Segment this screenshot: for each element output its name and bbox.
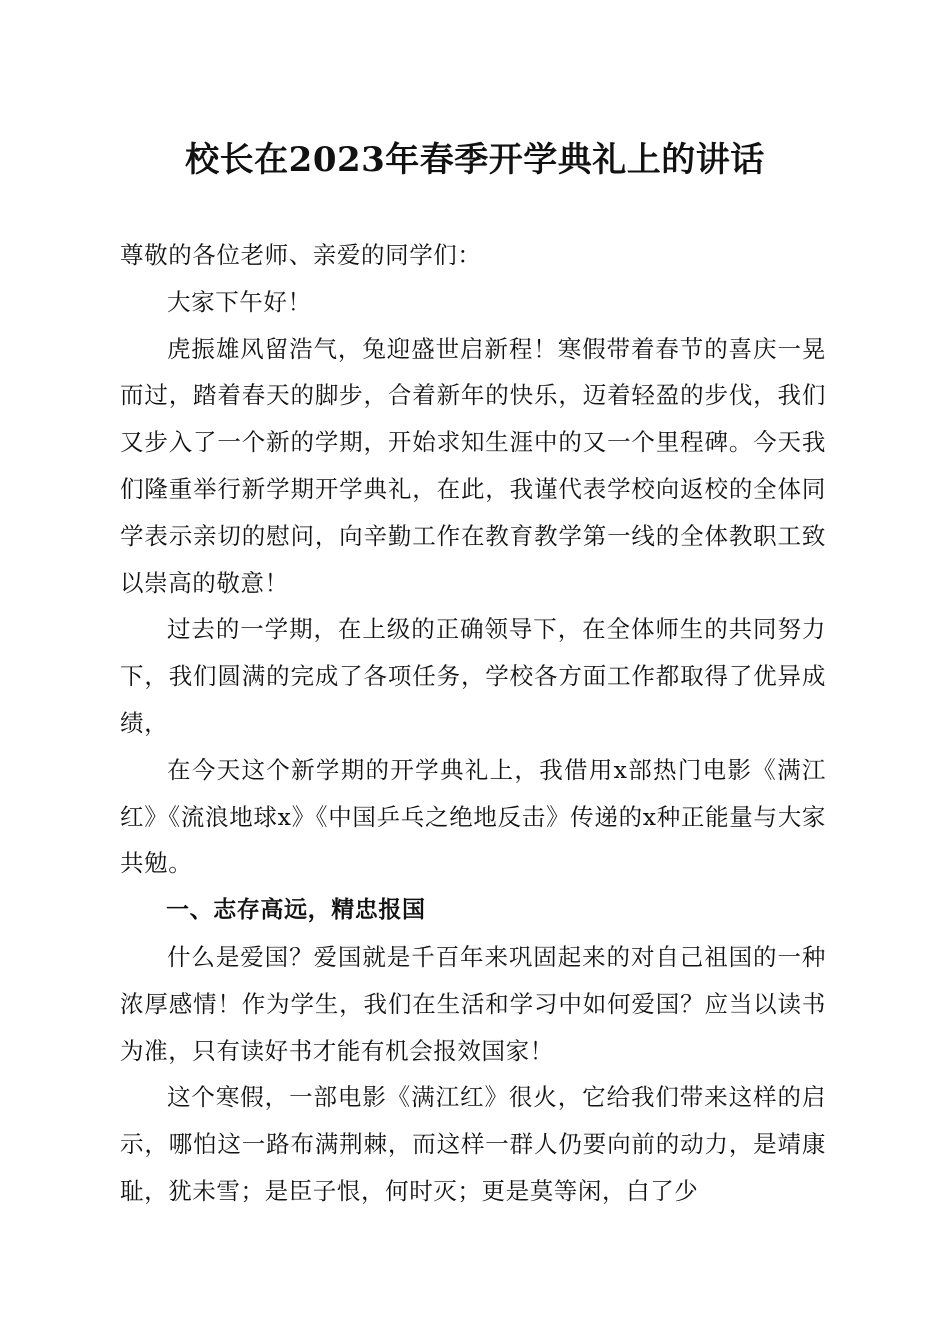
section-paragraph: 这个寒假，一部电影《满江红》很火，它给我们带来这样的启示，哪怕这一路布满荆棘，而这样一群人仍要向前的动力，是靖康耻，犹未雪；是臣子恨，何时灭；更是莫等闲，白了少 [120, 1083, 826, 1205]
body-paragraph: 在今天这个新学期的开学典礼上，我借用x部热门电影《满江红》《流浪地球x》《中国乒乓之绝地反击》传递的x种正能量与大家共勉。 [120, 755, 826, 878]
greeting-paragraph: 大家下午好！ [167, 287, 312, 316]
document-title: 校长在2023年春季开学典礼上的讲话 [185, 140, 765, 180]
body-paragraph: 虎振雄风留浩气，兔迎盛世启新程！寒假带着春节的喜庆一晃而过，踏着春天的脚步，合着新年的快乐，迈着轻盈的步伐，我们又步入了一个新的学期，开始求知生涯中的又一个里程碑。今天我们隆重举行新学期开学典礼，在此，我谨代表学校向返校的全体同学表示亲切的慰问，向辛勤工作在教育教学第一线的全体教职工致以崇高的敬意！ [120, 334, 826, 597]
body-paragraph: 过去的一学期，在上级的正确领导下，在全体师生的共同努力下，我们圆满的完成了各项任务，学校各方面工作都取得了优异成绩， [120, 615, 826, 737]
salutation: 尊敬的各位老师、亲爱的同学们： [120, 241, 482, 269]
section-paragraph: 什么是爱国？爱国就是千百年来巩固起来的对自己祖国的一种浓厚感情！作为学生，我们在生活和学习中如何爱国？应当以读书为准，只有读好书才能有机会报效国家！ [120, 942, 826, 1065]
section-heading: 一、志存高远，精忠报国 [166, 897, 426, 924]
document-body [120, 232, 826, 1215]
